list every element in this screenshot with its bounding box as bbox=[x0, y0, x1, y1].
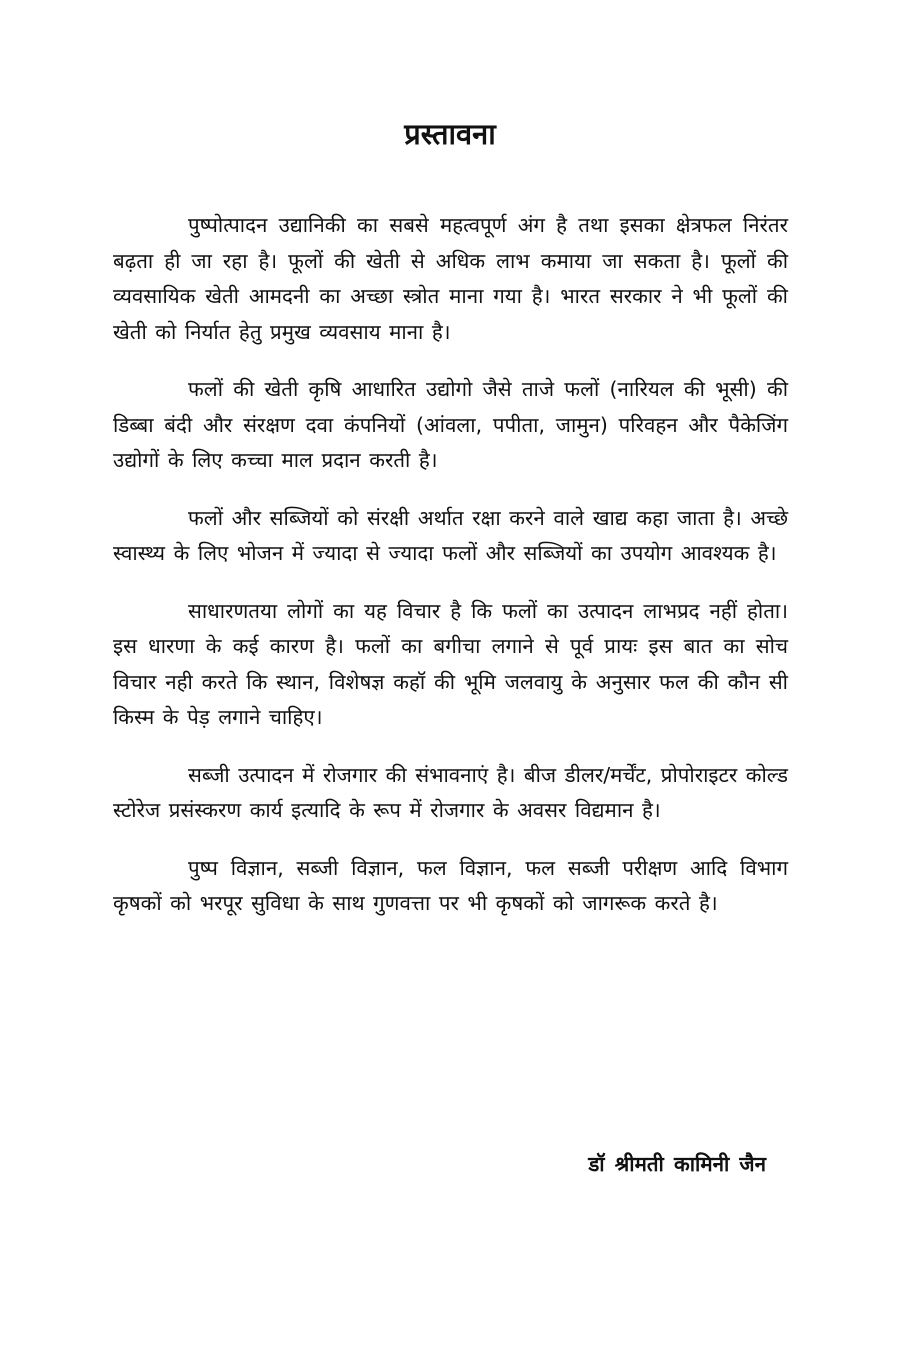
page-title: प्रस्तावना bbox=[404, 117, 496, 151]
paragraph-6: पुष्प विज्ञान, सब्जी विज्ञान, फल विज्ञान, फल सब्जी परीक्षण आदि विभाग कृषकों को भरपूर सुविधा के साथ गुणवत्ता पर भी कृषकों को जागरूक करते है। bbox=[113, 855, 788, 915]
paragraph-5: सब्जी उत्पादन में रोजगार की संभावनाएं है। बीज डीलर/मर्चेंट, प्रोपोराइटर कोल्ड स्टोरेज प्रसंस्करण कार्य इत्यादि के रूप में रोजगार के अवसर विद्यमान है। bbox=[113, 762, 788, 822]
preface-body bbox=[113, 208, 788, 944]
author-signature: डॉ श्रीमती कामिनी जैन bbox=[588, 1152, 766, 1176]
paragraph-3: फलों और सब्जियों को संरक्षी अर्थात रक्षा करने वाले खाद्य कहा जाता है। अच्छे स्वास्थ्य के लिए भोजन में ज्यादा से ज्यादा फलों और सब्जियों का उपयोग आवश्यक है। bbox=[113, 505, 788, 565]
paragraph-4: साधारणतया लोगों का यह विचार है कि फलों का उत्पादन लाभप्रद नहीं होता। इस धारणा के कई कारण है। फलों का बगीचा लगाने से पूर्व प्रायः इस बात का सोच विचार नही करते कि स्थान, विशेषज्ञ कहॉ की भूमि जलवायु के अनुसार फल की कौन सी किस्म के पेड़ लगाने चाहिए। bbox=[113, 598, 788, 729]
paragraph-2: फलों की खेती कृषि आधारित उद्योगो जैसे ताजे फलों (नारियल की भूसी) की डिब्बा बंदी और संरक्षण दवा कंपनियों (आंवला, पपीता, जामुन) परिवहन और पैकेजिंग उद्योगों के लिए कच्चा माल प्रदान करती है। bbox=[113, 377, 788, 472]
paragraph-1: पुष्पोत्पादन उद्यानिकी का सबसे महत्वपूर्ण अंग है तथा इसका क्षेत्रफल निरंतर बढ़ता ही जा रहा है। फूलों की खेती से अधिक लाभ कमाया जा सकता है। फूलों की व्यवसायिक खेती आमदनी का अच्छा स्त्रोत माना गया है। भारत सरकार ने भी फूलों की खेती को निर्यात हेतु प्रमुख व्यवसाय माना है। bbox=[113, 213, 788, 344]
